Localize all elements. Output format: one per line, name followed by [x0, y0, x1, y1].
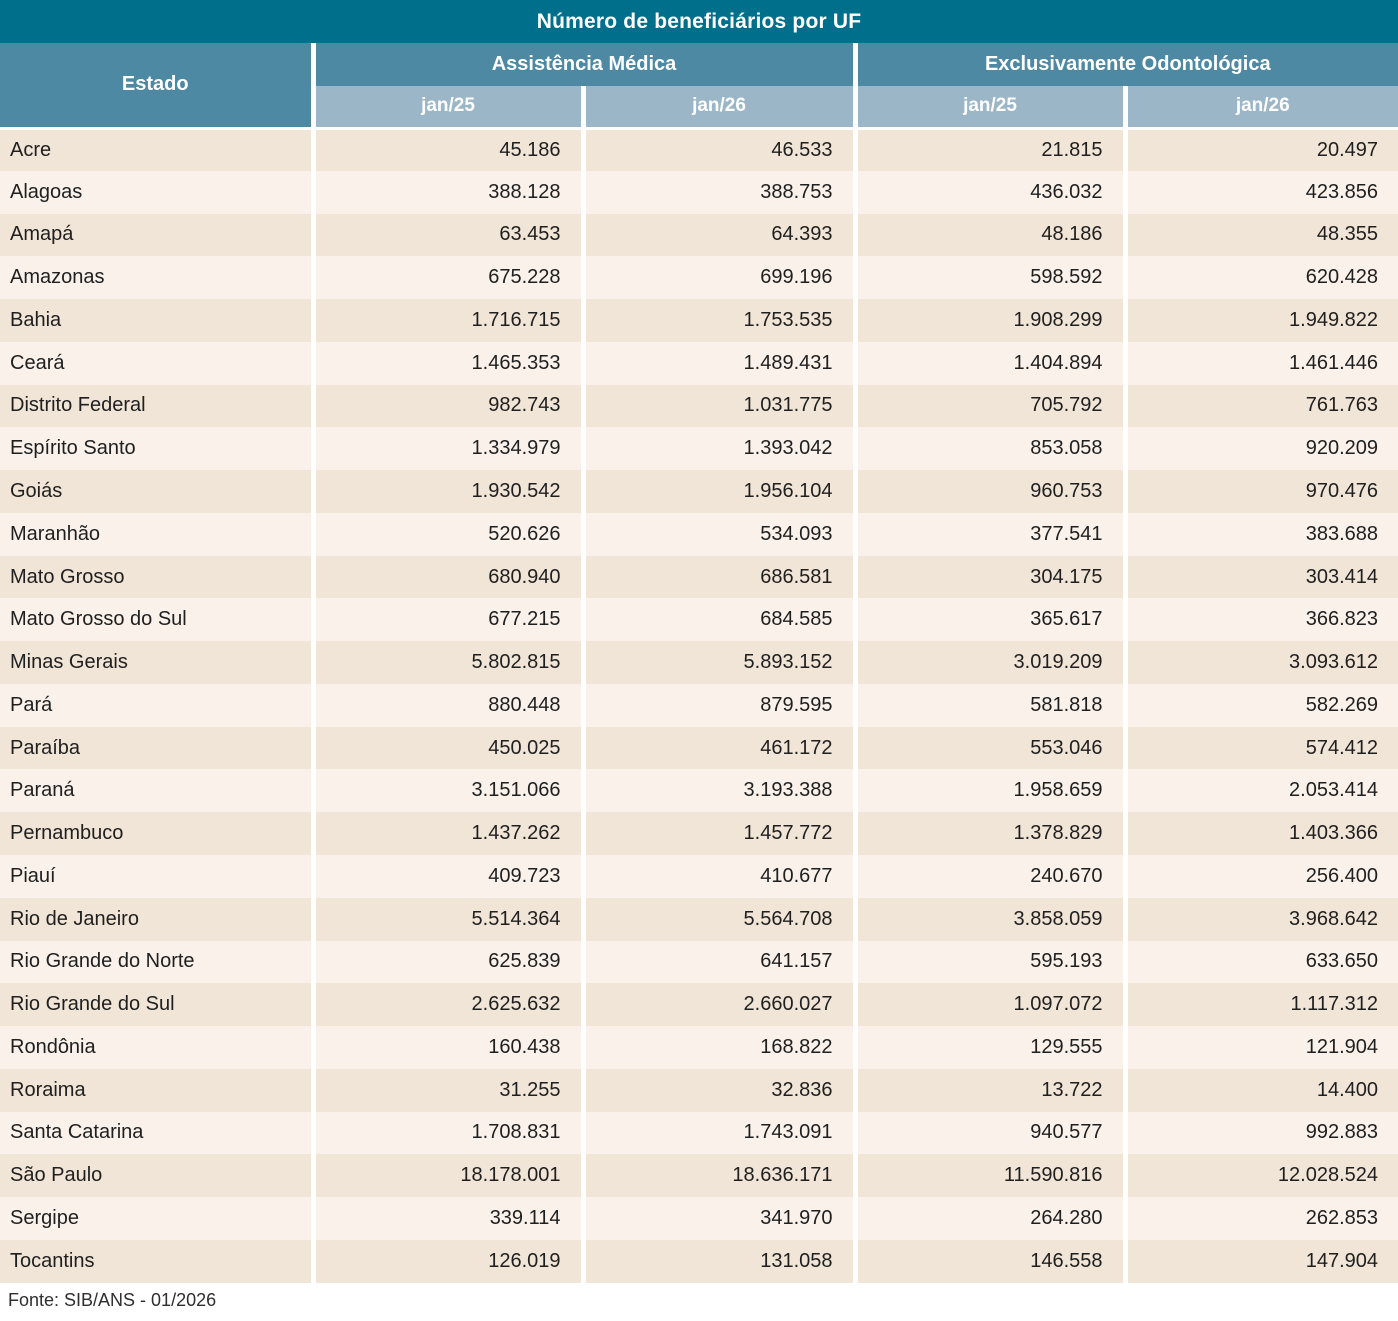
- am-jan26-value-cell: 1.393.042: [583, 427, 855, 470]
- am-jan25-value-cell: 1.930.542: [313, 470, 583, 513]
- table-header: [0, 43, 1398, 128]
- table-row: [0, 385, 1398, 428]
- table-row: [0, 171, 1398, 214]
- am-jan26-value-cell: 46.533: [583, 128, 855, 171]
- table-row: [0, 769, 1398, 812]
- eo-jan25-value-cell: 48.186: [855, 214, 1125, 257]
- eo-jan26-value-cell: 383.688: [1125, 513, 1398, 556]
- am-jan25-value-cell: 31.255: [313, 1069, 583, 1112]
- state-name-cell: Mato Grosso: [0, 556, 313, 599]
- eo-jan25-value-cell: 129.555: [855, 1026, 1125, 1069]
- eo-jan26-value-cell: 12.028.524: [1125, 1154, 1398, 1197]
- table-row: [0, 727, 1398, 770]
- table-row: [0, 1026, 1398, 1069]
- eo-jan25-value-cell: 3.858.059: [855, 898, 1125, 941]
- table-row: [0, 1069, 1398, 1112]
- table-row: [0, 299, 1398, 342]
- table-row: [0, 1240, 1398, 1283]
- am-jan25-value-cell: 1.437.262: [313, 812, 583, 855]
- table-row: [0, 214, 1398, 257]
- eo-jan26-value-cell: 582.269: [1125, 684, 1398, 727]
- table-row: [0, 898, 1398, 941]
- am-jan25-value-cell: 126.019: [313, 1240, 583, 1283]
- eo-jan25-value-cell: 240.670: [855, 855, 1125, 898]
- am-jan25-value-cell: 625.839: [313, 941, 583, 984]
- table-row: [0, 342, 1398, 385]
- am-jan26-value-cell: 32.836: [583, 1069, 855, 1112]
- eo-jan26-value-cell: 2.053.414: [1125, 769, 1398, 812]
- eo-jan26-value-cell: 620.428: [1125, 256, 1398, 299]
- eo-jan25-value-cell: 960.753: [855, 470, 1125, 513]
- eo-jan25-value-cell: 595.193: [855, 941, 1125, 984]
- eo-jan25-value-cell: 304.175: [855, 556, 1125, 599]
- eo-jan25-value-cell: 13.722: [855, 1069, 1125, 1112]
- eo-jan25-value-cell: 853.058: [855, 427, 1125, 470]
- table-row: [0, 256, 1398, 299]
- eo-jan26-value-cell: 366.823: [1125, 598, 1398, 641]
- eo-jan25-value-cell: 1.378.829: [855, 812, 1125, 855]
- state-name-cell: São Paulo: [0, 1154, 313, 1197]
- am-jan25-value-cell: 388.128: [313, 171, 583, 214]
- am-jan26-value-cell: 3.193.388: [583, 769, 855, 812]
- am-jan26-value-cell: 461.172: [583, 727, 855, 770]
- state-name-cell: Amapá: [0, 214, 313, 257]
- state-name-cell: Rio Grande do Sul: [0, 983, 313, 1026]
- am-jan26-value-cell: 699.196: [583, 256, 855, 299]
- am-jan25-value-cell: 880.448: [313, 684, 583, 727]
- column-header-eo-jan26: jan/26: [1125, 86, 1398, 128]
- am-jan25-value-cell: 409.723: [313, 855, 583, 898]
- table-row: [0, 128, 1398, 171]
- state-name-cell: Maranhão: [0, 513, 313, 556]
- am-jan26-value-cell: 388.753: [583, 171, 855, 214]
- state-name-cell: Goiás: [0, 470, 313, 513]
- table-row: [0, 983, 1398, 1026]
- eo-jan26-value-cell: 20.497: [1125, 128, 1398, 171]
- group-header-row: [0, 43, 1398, 86]
- table-row: [0, 641, 1398, 684]
- table-row: [0, 470, 1398, 513]
- am-jan26-value-cell: 168.822: [583, 1026, 855, 1069]
- eo-jan26-value-cell: 1.949.822: [1125, 299, 1398, 342]
- am-jan26-value-cell: 5.893.152: [583, 641, 855, 684]
- am-jan26-value-cell: 18.636.171: [583, 1154, 855, 1197]
- state-name-cell: Mato Grosso do Sul: [0, 598, 313, 641]
- eo-jan25-value-cell: 436.032: [855, 171, 1125, 214]
- eo-jan25-value-cell: 1.958.659: [855, 769, 1125, 812]
- state-name-cell: Paraíba: [0, 727, 313, 770]
- eo-jan26-value-cell: 3.093.612: [1125, 641, 1398, 684]
- table-row: [0, 684, 1398, 727]
- table-row: [0, 598, 1398, 641]
- state-name-cell: Rio Grande do Norte: [0, 941, 313, 984]
- eo-jan26-value-cell: 303.414: [1125, 556, 1398, 599]
- eo-jan26-value-cell: 1.461.446: [1125, 342, 1398, 385]
- table-row: [0, 556, 1398, 599]
- state-name-cell: Bahia: [0, 299, 313, 342]
- column-header-eo-jan25: jan/25: [855, 86, 1125, 128]
- state-name-cell: Paraná: [0, 769, 313, 812]
- am-jan26-value-cell: 1.457.772: [583, 812, 855, 855]
- am-jan26-value-cell: 684.585: [583, 598, 855, 641]
- am-jan26-value-cell: 879.595: [583, 684, 855, 727]
- eo-jan26-value-cell: 256.400: [1125, 855, 1398, 898]
- eo-jan25-value-cell: 11.590.816: [855, 1154, 1125, 1197]
- state-name-cell: Rondônia: [0, 1026, 313, 1069]
- am-jan26-value-cell: 686.581: [583, 556, 855, 599]
- state-name-cell: Pernambuco: [0, 812, 313, 855]
- am-jan25-value-cell: 18.178.001: [313, 1154, 583, 1197]
- am-jan25-value-cell: 677.215: [313, 598, 583, 641]
- am-jan26-value-cell: 5.564.708: [583, 898, 855, 941]
- eo-jan26-value-cell: 1.403.366: [1125, 812, 1398, 855]
- state-name-cell: Distrito Federal: [0, 385, 313, 428]
- state-name-cell: Acre: [0, 128, 313, 171]
- eo-jan25-value-cell: 598.592: [855, 256, 1125, 299]
- am-jan25-value-cell: 160.438: [313, 1026, 583, 1069]
- eo-jan25-value-cell: 264.280: [855, 1197, 1125, 1240]
- am-jan26-value-cell: 1.956.104: [583, 470, 855, 513]
- state-name-cell: Sergipe: [0, 1197, 313, 1240]
- eo-jan25-value-cell: 581.818: [855, 684, 1125, 727]
- am-jan26-value-cell: 534.093: [583, 513, 855, 556]
- am-jan25-value-cell: 450.025: [313, 727, 583, 770]
- am-jan25-value-cell: 2.625.632: [313, 983, 583, 1026]
- eo-jan26-value-cell: 574.412: [1125, 727, 1398, 770]
- am-jan25-value-cell: 45.186: [313, 128, 583, 171]
- state-name-cell: Roraima: [0, 1069, 313, 1112]
- am-jan26-value-cell: 1.031.775: [583, 385, 855, 428]
- eo-jan25-value-cell: 705.792: [855, 385, 1125, 428]
- eo-jan26-value-cell: 761.763: [1125, 385, 1398, 428]
- state-name-cell: Amazonas: [0, 256, 313, 299]
- am-jan25-value-cell: 1.465.353: [313, 342, 583, 385]
- eo-jan26-value-cell: 992.883: [1125, 1112, 1398, 1155]
- eo-jan25-value-cell: 3.019.209: [855, 641, 1125, 684]
- eo-jan25-value-cell: 146.558: [855, 1240, 1125, 1283]
- eo-jan26-value-cell: 121.904: [1125, 1026, 1398, 1069]
- table-row: [0, 1112, 1398, 1155]
- state-name-cell: Ceará: [0, 342, 313, 385]
- column-header-estado: Estado: [0, 43, 313, 128]
- source-note: Fonte: SIB/ANS - 01/2026: [0, 1283, 1398, 1318]
- column-header-am-jan25: jan/25: [313, 86, 583, 128]
- eo-jan25-value-cell: 940.577: [855, 1112, 1125, 1155]
- eo-jan26-value-cell: 423.856: [1125, 171, 1398, 214]
- eo-jan26-value-cell: 3.968.642: [1125, 898, 1398, 941]
- table-row: [0, 1154, 1398, 1197]
- am-jan25-value-cell: 339.114: [313, 1197, 583, 1240]
- state-name-cell: Rio de Janeiro: [0, 898, 313, 941]
- am-jan25-value-cell: 680.940: [313, 556, 583, 599]
- eo-jan25-value-cell: 1.908.299: [855, 299, 1125, 342]
- table-row: [0, 427, 1398, 470]
- state-name-cell: Espírito Santo: [0, 427, 313, 470]
- table-body: [0, 128, 1398, 1283]
- table-row: [0, 941, 1398, 984]
- am-jan25-value-cell: 5.514.364: [313, 898, 583, 941]
- table-row: [0, 513, 1398, 556]
- state-name-cell: Alagoas: [0, 171, 313, 214]
- eo-jan25-value-cell: 1.097.072: [855, 983, 1125, 1026]
- am-jan25-value-cell: 520.626: [313, 513, 583, 556]
- eo-jan26-value-cell: 633.650: [1125, 941, 1398, 984]
- am-jan26-value-cell: 1.753.535: [583, 299, 855, 342]
- am-jan26-value-cell: 2.660.027: [583, 983, 855, 1026]
- am-jan26-value-cell: 64.393: [583, 214, 855, 257]
- table-row: [0, 812, 1398, 855]
- state-name-cell: Piauí: [0, 855, 313, 898]
- eo-jan26-value-cell: 262.853: [1125, 1197, 1398, 1240]
- eo-jan25-value-cell: 365.617: [855, 598, 1125, 641]
- am-jan25-value-cell: 1.334.979: [313, 427, 583, 470]
- eo-jan25-value-cell: 553.046: [855, 727, 1125, 770]
- column-group-assistencia-medica: Assistência Médica: [313, 43, 855, 86]
- column-header-am-jan26: jan/26: [583, 86, 855, 128]
- am-jan26-value-cell: 1.489.431: [583, 342, 855, 385]
- eo-jan26-value-cell: 48.355: [1125, 214, 1398, 257]
- data-table: [0, 43, 1398, 1283]
- am-jan26-value-cell: 641.157: [583, 941, 855, 984]
- am-jan25-value-cell: 3.151.066: [313, 769, 583, 812]
- table-title: Número de beneficiários por UF: [0, 0, 1398, 43]
- state-name-cell: Minas Gerais: [0, 641, 313, 684]
- am-jan25-value-cell: 1.708.831: [313, 1112, 583, 1155]
- eo-jan25-value-cell: 21.815: [855, 128, 1125, 171]
- column-group-exclusivamente-odontologica: Exclusivamente Odontológica: [855, 43, 1398, 86]
- am-jan25-value-cell: 1.716.715: [313, 299, 583, 342]
- eo-jan26-value-cell: 1.117.312: [1125, 983, 1398, 1026]
- am-jan26-value-cell: 1.743.091: [583, 1112, 855, 1155]
- eo-jan26-value-cell: 920.209: [1125, 427, 1398, 470]
- am-jan26-value-cell: 410.677: [583, 855, 855, 898]
- state-name-cell: Santa Catarina: [0, 1112, 313, 1155]
- eo-jan25-value-cell: 1.404.894: [855, 342, 1125, 385]
- am-jan25-value-cell: 63.453: [313, 214, 583, 257]
- am-jan26-value-cell: 341.970: [583, 1197, 855, 1240]
- table-row: [0, 855, 1398, 898]
- am-jan25-value-cell: 5.802.815: [313, 641, 583, 684]
- am-jan25-value-cell: 675.228: [313, 256, 583, 299]
- eo-jan26-value-cell: 14.400: [1125, 1069, 1398, 1112]
- table-row: [0, 1197, 1398, 1240]
- state-name-cell: Pará: [0, 684, 313, 727]
- am-jan26-value-cell: 131.058: [583, 1240, 855, 1283]
- eo-jan26-value-cell: 970.476: [1125, 470, 1398, 513]
- state-name-cell: Tocantins: [0, 1240, 313, 1283]
- eo-jan26-value-cell: 147.904: [1125, 1240, 1398, 1283]
- eo-jan25-value-cell: 377.541: [855, 513, 1125, 556]
- am-jan25-value-cell: 982.743: [313, 385, 583, 428]
